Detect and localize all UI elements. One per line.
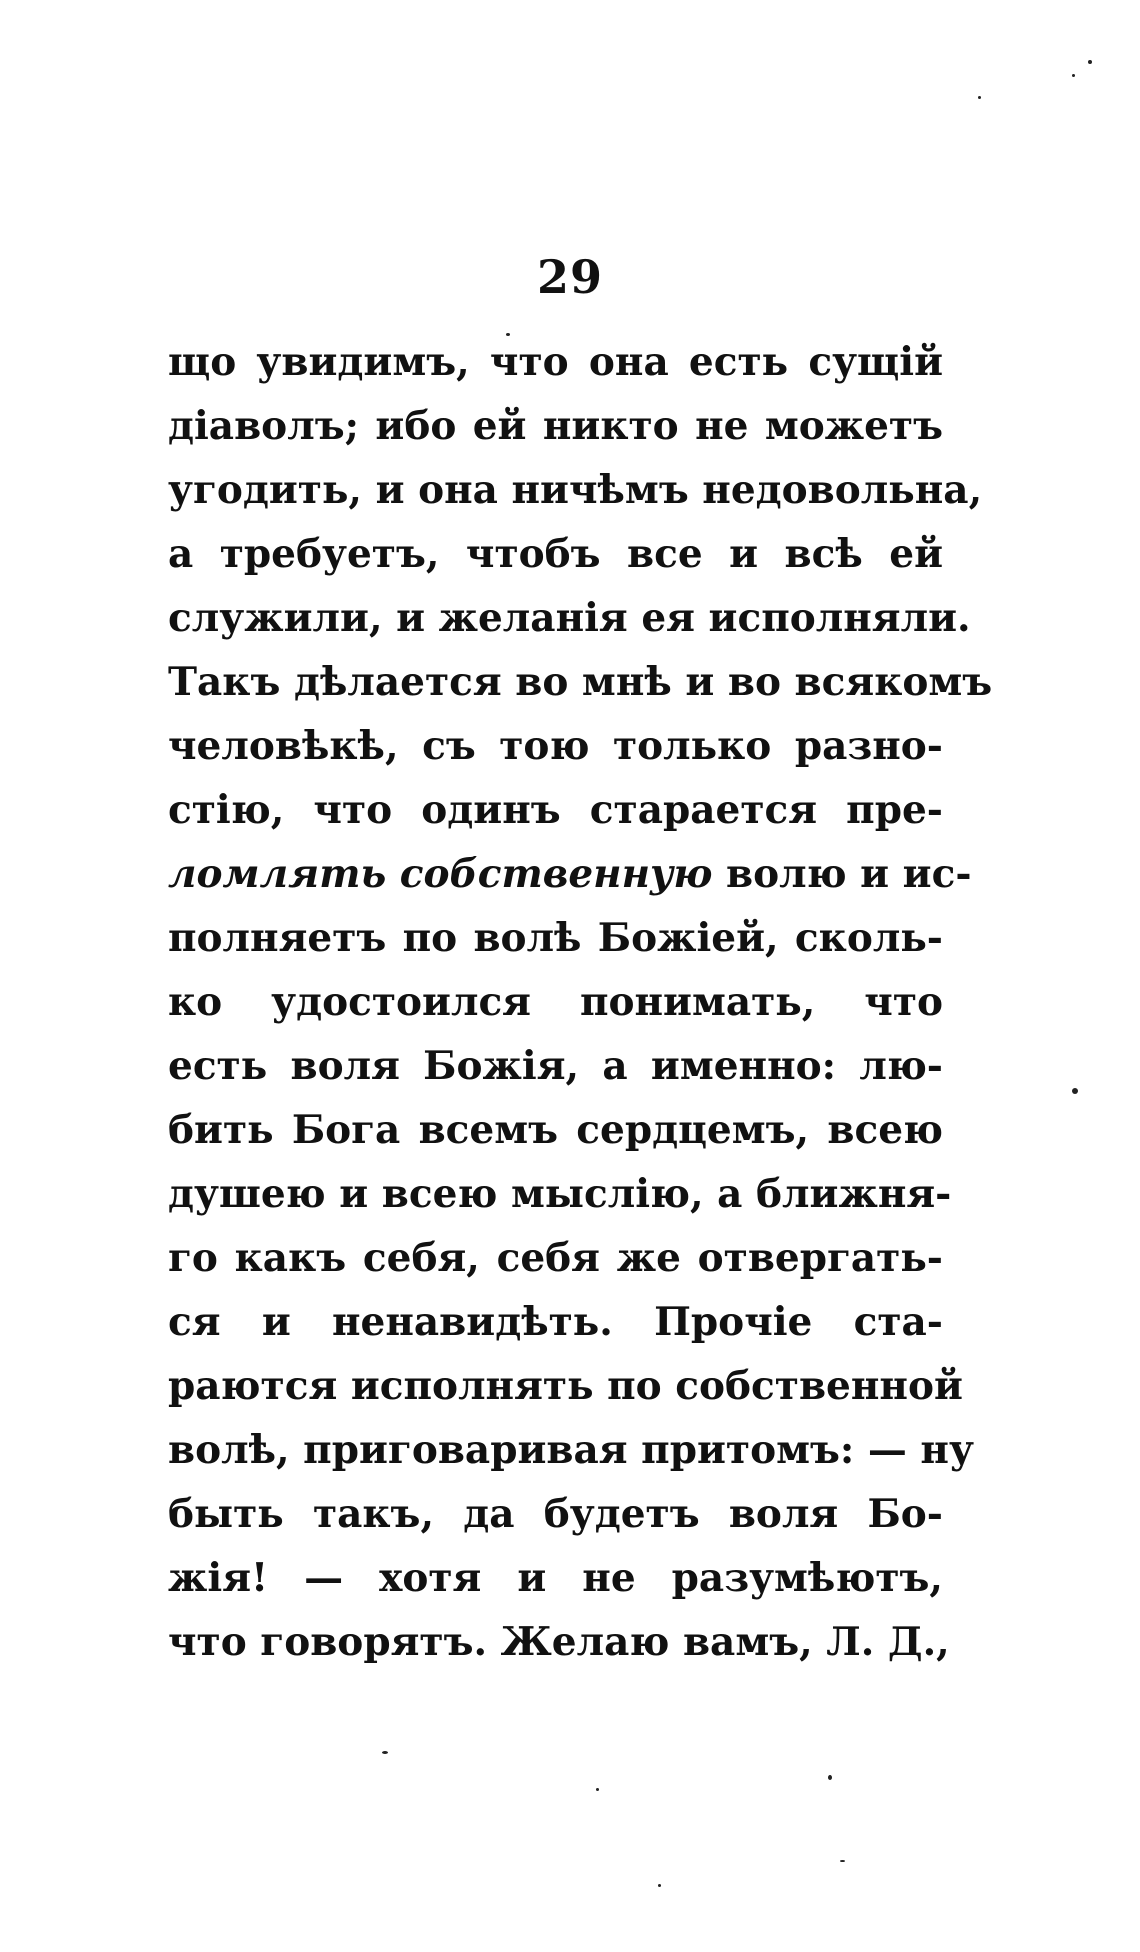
text-line-14: душею и всею мыслію, а ближня- <box>168 1171 952 1217</box>
scan-speck <box>840 1860 845 1862</box>
scan-speck <box>658 1884 661 1887</box>
text-line-9: ломлять собственную волю и ис- <box>168 851 972 897</box>
text-line-16: ся и ненавидѣть. Прочіе ста- <box>168 1299 943 1345</box>
text-line-5: служили, и желанія ея исполняли. <box>168 595 971 641</box>
scan-speck <box>506 333 510 336</box>
scan-speck <box>382 1751 388 1754</box>
text-line-19: быть такъ, да будетъ воля Бо- <box>168 1491 943 1537</box>
text-line-12: есть воля Божія, а именно: лю- <box>168 1043 943 1089</box>
text-line-11: ко удостоился понимать, что <box>168 979 943 1025</box>
scan-speck <box>596 1788 599 1791</box>
text-line-4: а требуетъ, чтобъ все и всѣ ей <box>168 531 943 577</box>
text-line-3: угодить, и она ничѣмъ недовольна, <box>168 467 983 513</box>
scan-speck <box>1072 1088 1078 1094</box>
scan-speck <box>828 1775 832 1780</box>
scan-speck <box>1088 60 1092 64</box>
text-line-10: полняетъ по волѣ Божіей, сколь- <box>168 915 943 961</box>
text-line-21: что говорятъ. Желаю вамъ, Л. Д., <box>168 1619 950 1665</box>
scan-speck <box>1072 74 1075 77</box>
text-line-7: человѣкѣ, съ тою только разно- <box>168 723 943 769</box>
text-line-20: жія! — хотя и не разумѣютъ, <box>168 1555 943 1601</box>
text-line-6: Такъ дѣлается во мнѣ и во всякомъ <box>168 659 993 705</box>
text-line-15: го какъ себя, себя же отвергать- <box>168 1235 943 1281</box>
text-line-18: волѣ, приговаривая притомъ: — ну <box>168 1427 974 1473</box>
page-number: 29 <box>536 250 603 304</box>
body-text <box>168 330 993 1674</box>
text-line-1: що увидимъ, что она есть сущій <box>168 339 943 385</box>
text-line-8: стію, что одинъ старается пре- <box>168 787 943 833</box>
text-line-2: діаволъ; ибо ей никто не можетъ <box>168 403 943 449</box>
text-line-13: бить Бога всемъ сердцемъ, всею <box>168 1107 943 1153</box>
scan-speck <box>978 96 981 99</box>
text-line-17: раются исполнять по собственной <box>168 1363 963 1409</box>
